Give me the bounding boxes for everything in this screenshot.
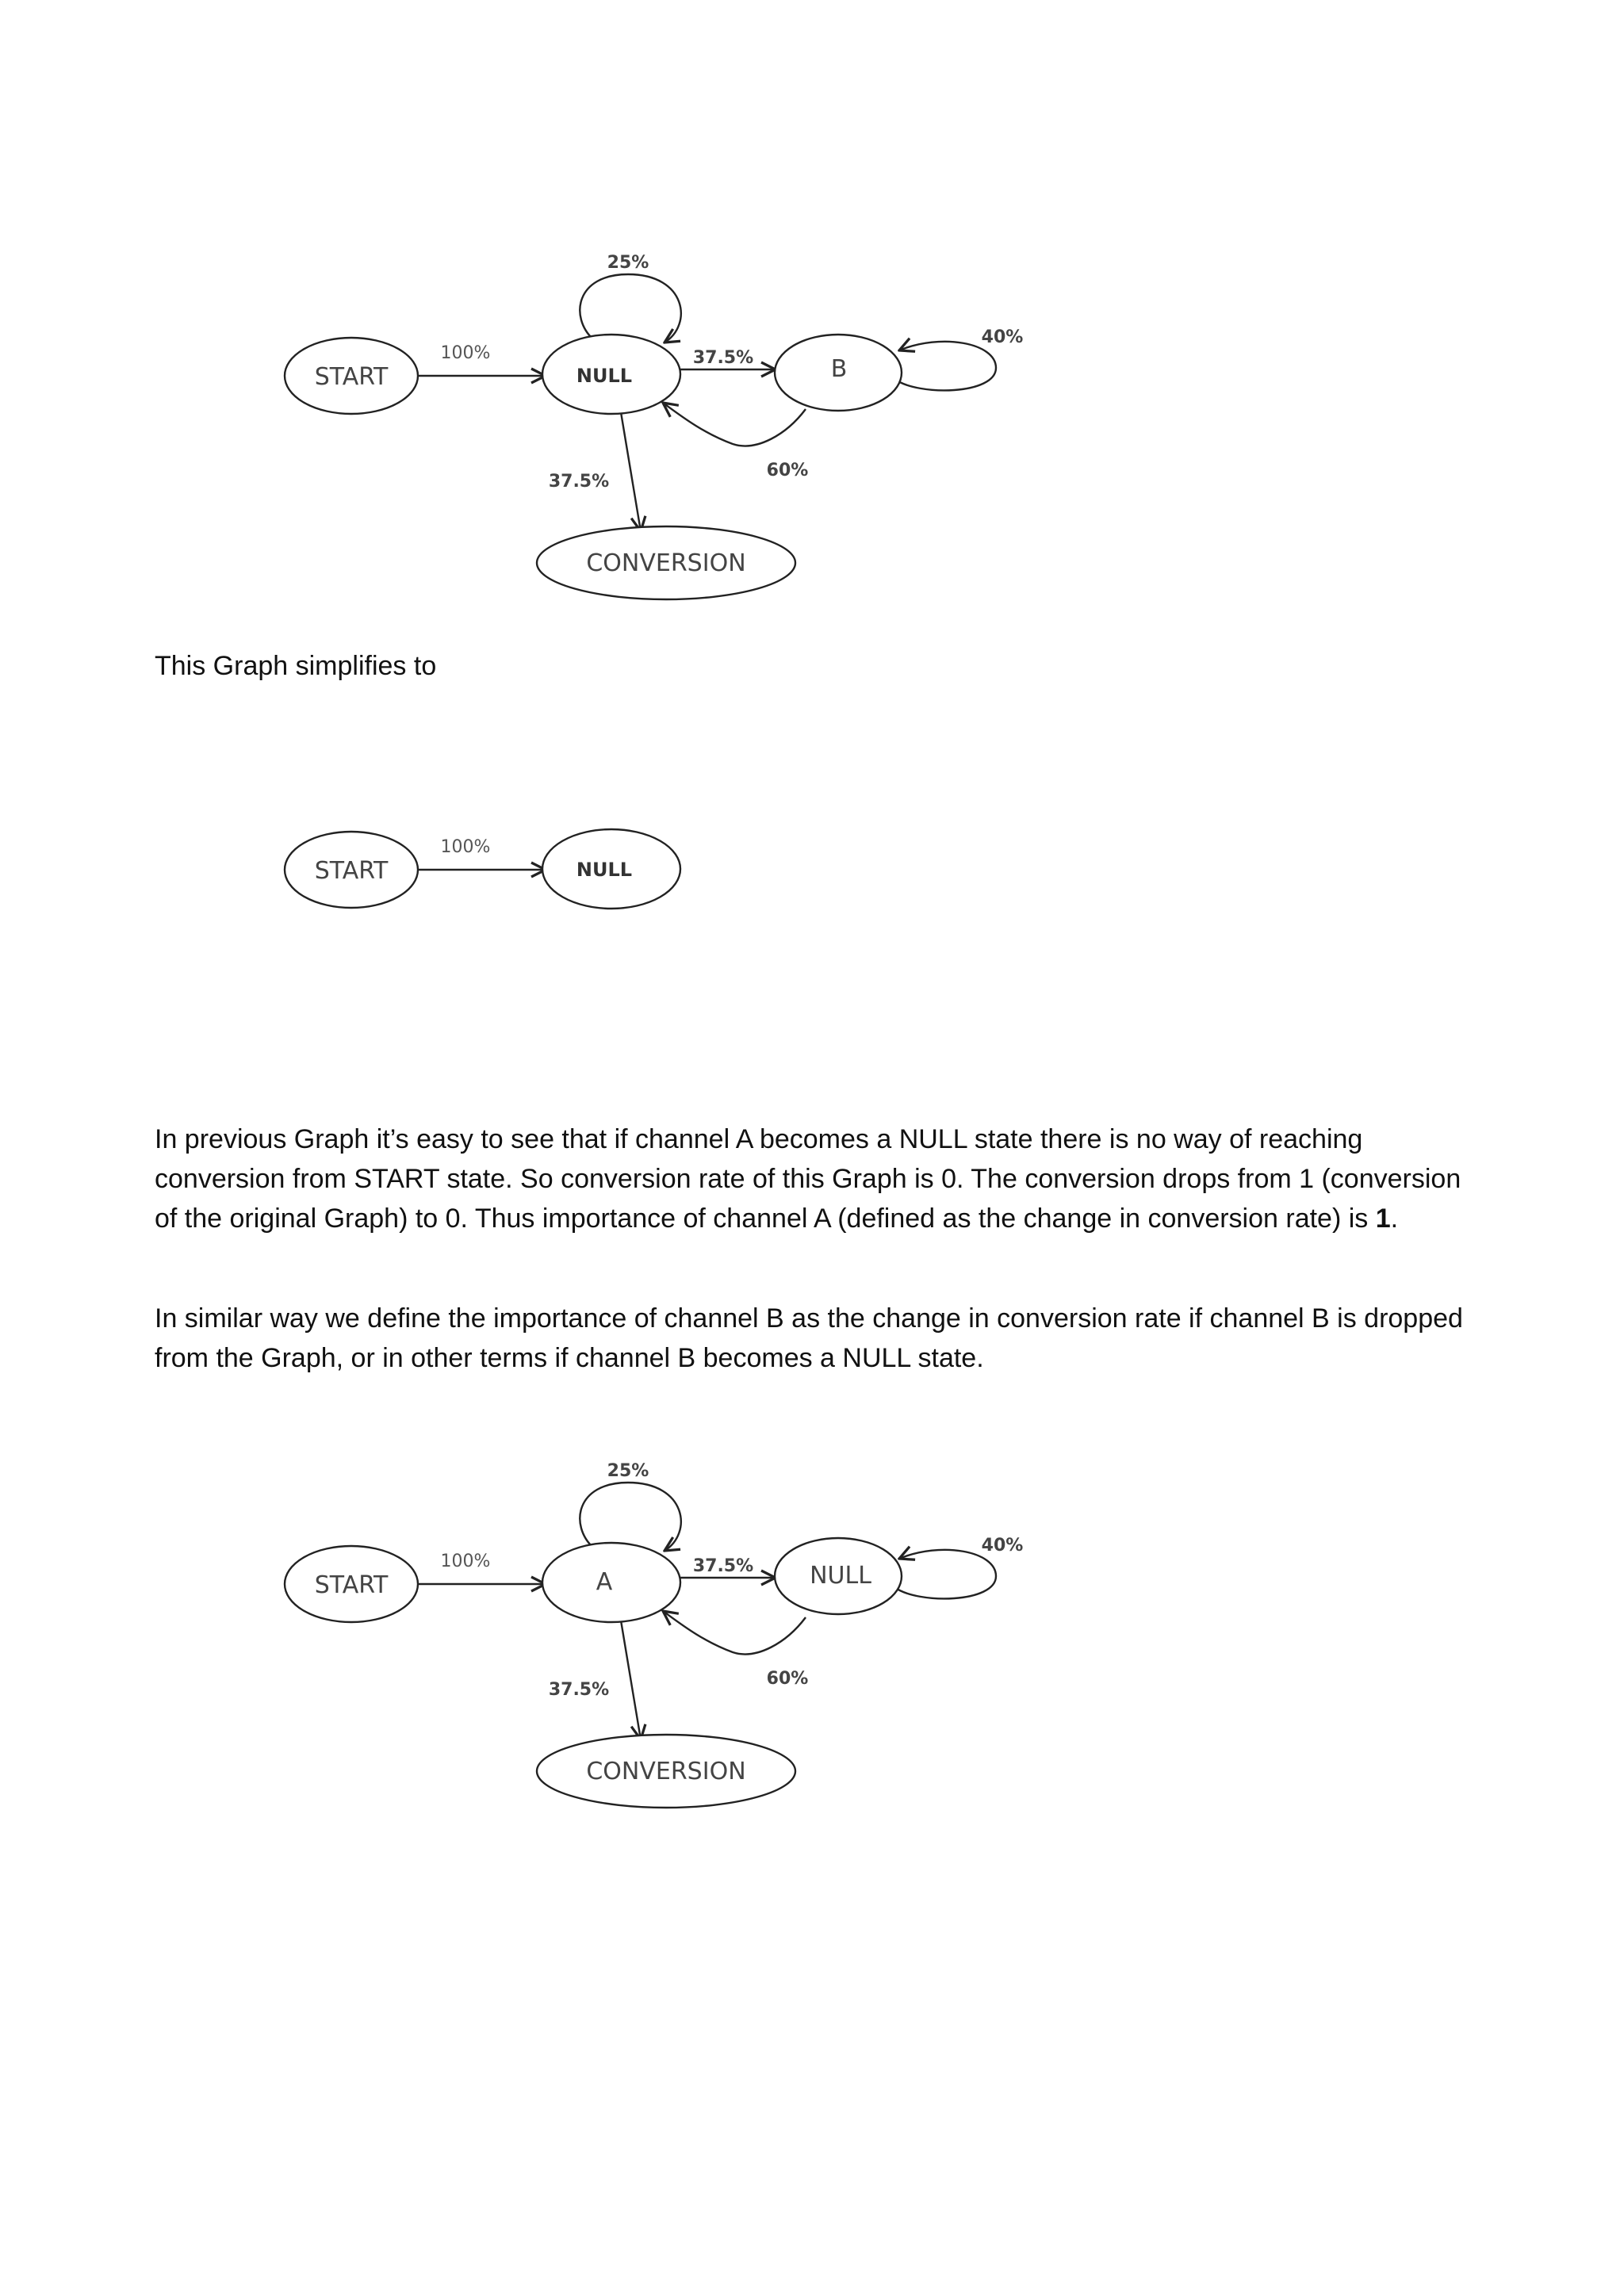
edge-label-self-null: 25% (607, 253, 649, 273)
paragraph-channel-a-end: . (1390, 1203, 1399, 1234)
edge-null-to-conversion (621, 412, 641, 531)
node-label-start: START (314, 363, 389, 391)
simplifies-text: This Graph simplifies to (155, 651, 437, 681)
self-loop-null (580, 274, 680, 342)
node-label-conversion: CONVERSION (586, 1758, 746, 1785)
node-label-a: A (596, 1568, 613, 1596)
node-label-null: NULL (576, 859, 633, 881)
node-label-null: NULL (810, 1562, 871, 1590)
edge-label-start-a: 100% (440, 1552, 491, 1571)
self-loop-null (894, 1550, 996, 1599)
edge-label-self-a: 25% (607, 1461, 649, 1481)
edge-label-start-null: 100% (440, 343, 491, 363)
edge-label-self-b: 40% (981, 327, 1024, 347)
node-label-start: START (314, 1571, 389, 1599)
self-loop-b (894, 342, 996, 391)
edge-label-null-b: 37.5% (692, 348, 754, 368)
paragraph-channel-b: In similar way we define the importance of channel B as the change in conversion rate if channel B is dropped from the Graph, or in other terms if channel B becomes a NULL state. (155, 1303, 1463, 1373)
self-loop-a (580, 1483, 680, 1551)
edge-label-a-null: 37.5% (692, 1556, 754, 1576)
node-label-null: NULL (576, 365, 633, 387)
node-label-start: START (314, 857, 389, 885)
markov-graph-simplified (0, 825, 1110, 920)
markov-graph-original (0, 238, 1110, 618)
edge-label-self-null: 40% (981, 1536, 1024, 1556)
edge-null-to-a (663, 1611, 806, 1654)
node-label-b: B (830, 355, 848, 383)
edge-label-null-a: 60% (766, 1669, 809, 1689)
paragraph-channel-a (155, 1119, 1487, 1238)
node-label-conversion: CONVERSION (586, 549, 746, 577)
edge-label-null-conversion: 37.5% (548, 472, 610, 492)
paragraph-channel-a-text: In previous Graph it’s easy to see that if channel A becomes a NULL state there is no way of reaching conversion from START state. So conversion rate of this Graph is 0. The conversion drops from 1 (conversion of the original Graph) to 0. Thus importance of channel A (defined as the change in conversion rate) is (155, 1124, 1461, 1234)
edge-label-a-conversion: 37.5% (548, 1680, 610, 1700)
edge-b-to-null (663, 403, 806, 446)
paragraph-channel-a-bold: 1 (1375, 1203, 1391, 1234)
edge-label-b-null: 60% (766, 461, 809, 480)
edge-a-to-conversion (621, 1621, 641, 1739)
edge-label-start-null: 100% (440, 837, 491, 857)
markov-graph-channel-b-removed (0, 1445, 1110, 1825)
